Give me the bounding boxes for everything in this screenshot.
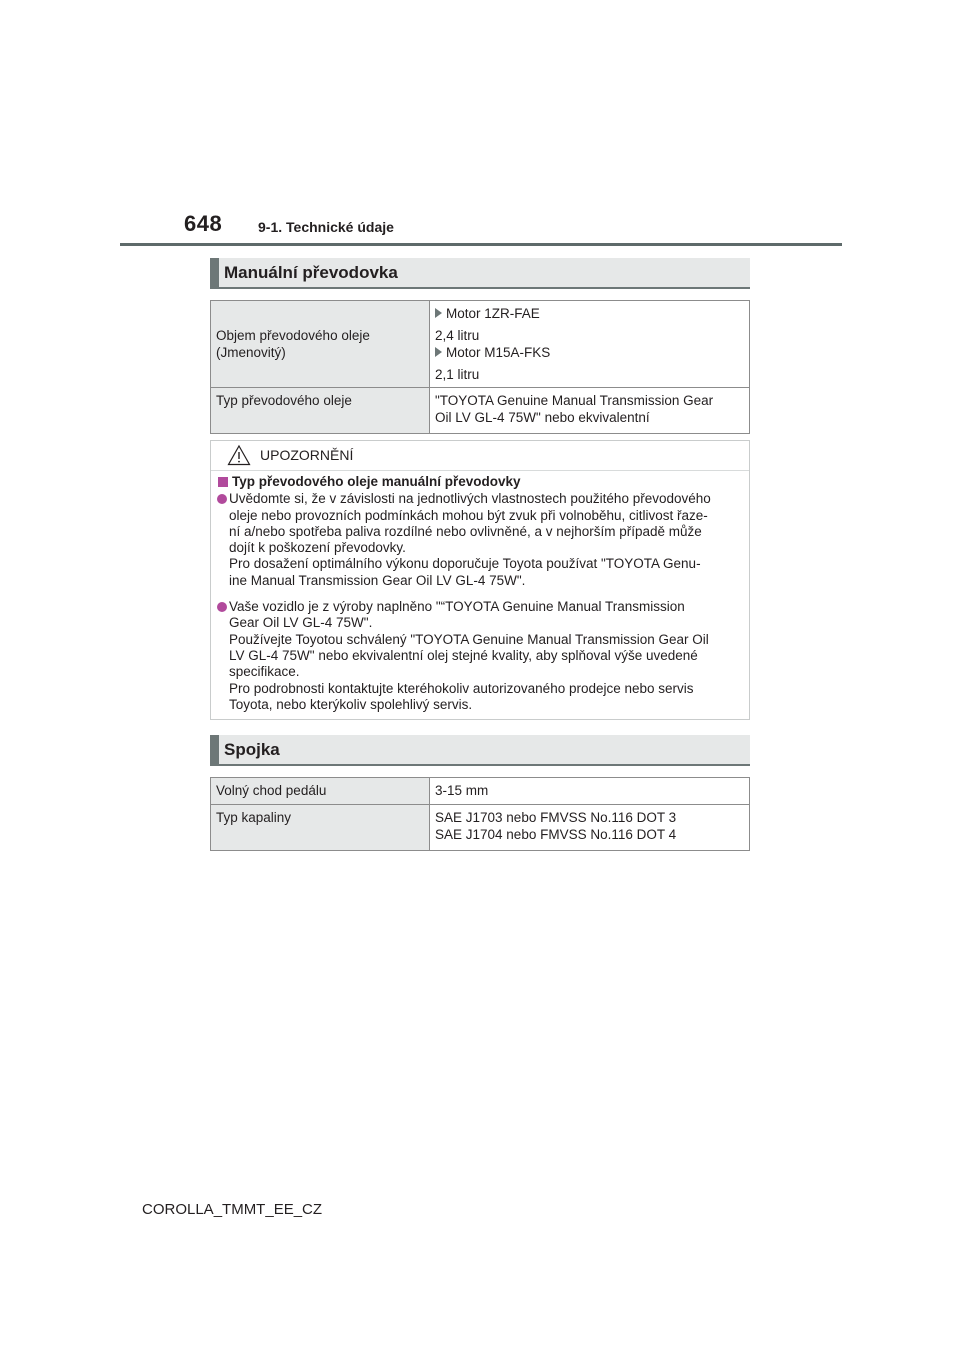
- caution-text-line: ine Manual Transmission Gear Oil LV GL-4 75W".: [229, 572, 526, 588]
- arrow-right-icon: [435, 347, 442, 357]
- caution-text-line: dojít k poškození převodovky.: [229, 540, 406, 556]
- table-cell-label: Typ kapaliny: [211, 805, 430, 851]
- caution-text-line: Gear Oil LV GL-4 75W".: [229, 615, 373, 631]
- table-cell-value: [430, 301, 750, 388]
- section-accent: [210, 735, 219, 764]
- caution-text-line: Vaše vozidlo je z výroby naplněno "“TOYOTA Genuine Manual Transmission: [229, 599, 685, 615]
- section-heading-text: Manuální převodovka: [224, 263, 398, 282]
- table-cell-label: Typ převodového oleje: [211, 388, 430, 434]
- caution-box: [210, 440, 750, 720]
- table-cell-value: 3-15 mm: [430, 778, 750, 805]
- circle-bullet-icon: [217, 494, 227, 504]
- section-accent: [210, 258, 219, 287]
- caution-text-line: Toyota, nebo kterýkoliv spolehlivý servis.: [229, 696, 473, 712]
- caution-bullet: [216, 599, 746, 713]
- label-line: Objem převodového oleje: [216, 328, 370, 343]
- caution-text-line: Uvědomte si, že v závislosti na jednotlivých vlastnostech použitého převodového: [229, 491, 711, 507]
- table-row: [211, 388, 750, 434]
- caution-text-line: Pro podrobnosti kontaktujte kteréhokoliv autorizovaného prodejce nebo servis: [229, 680, 694, 696]
- table-cell-label: Volný chod pedálu: [211, 778, 430, 805]
- table-cell-label: [211, 301, 430, 388]
- label-line: (Jmenovitý): [216, 345, 286, 360]
- table-cell-value: [430, 805, 750, 851]
- clutch-table: [210, 777, 750, 851]
- caution-text-line: Používejte Toyotou schválený "TOYOTA Genuine Manual Transmission Gear Oil: [229, 631, 709, 647]
- caution-header: [211, 441, 749, 471]
- caution-text-line: Pro dosažení optimálního výkonu doporučuje Toyota používat "TOYOTA Genu-: [229, 556, 701, 572]
- value-line: Oil LV GL-4 75W" nebo ekvivalentní: [435, 410, 650, 425]
- value-line: SAE J1703 nebo FMVSS No.116 DOT 3: [435, 810, 677, 825]
- caution-text-line: ní a/nebo spotřeba paliva rozdílné nebo ovlivněné, a v nejhorším případě může: [229, 523, 702, 539]
- circle-bullet-icon: [217, 602, 227, 612]
- header-divider: [120, 243, 842, 246]
- document-code: COROLLA_TMMT_EE_CZ: [142, 1201, 323, 1218]
- caution-body: [216, 474, 746, 713]
- arrow-right-icon: [435, 308, 442, 318]
- page-number: 648: [184, 211, 223, 236]
- value-line: "TOYOTA Genuine Manual Transmission Gear: [435, 393, 714, 408]
- capacity-line: 2,4 litru: [435, 328, 480, 343]
- caution-text-line: specifikace.: [229, 664, 300, 680]
- table-row: [211, 805, 750, 851]
- section-heading-text: Spojka: [224, 740, 280, 759]
- section-heading-manual-transmission: [210, 258, 750, 289]
- caution-text-line: oleje nebo provozních podmínkách mohou být zvuk při volnoběhu, citlivost řaze-: [229, 507, 708, 523]
- caution-text-line: LV GL-4 75W" nebo ekvivalentní olej stejné kvality, aby splňoval výše uvedené: [229, 647, 698, 663]
- engine-name: Motor M15A-FKS: [446, 345, 551, 360]
- warning-triangle-icon: [227, 444, 251, 466]
- caution-heading-text: Typ převodového oleje manuální převodovky: [232, 474, 521, 489]
- engine-line: [435, 305, 744, 322]
- engine-name: Motor 1ZR-FAE: [446, 306, 540, 321]
- manual-transmission-table: [210, 300, 750, 434]
- capacity-line: 2,1 litru: [435, 367, 480, 382]
- table-row: [211, 301, 750, 388]
- section-title: 9-1. Technické údaje: [258, 219, 394, 235]
- square-bullet-icon: [218, 477, 228, 487]
- caution-heading: [216, 474, 746, 490]
- caution-title: UPOZORNĚNÍ: [260, 447, 354, 463]
- table-cell-value: [430, 388, 750, 434]
- section-heading-clutch: [210, 735, 750, 766]
- engine-line: [435, 344, 744, 361]
- table-row: [211, 778, 750, 805]
- caution-bullet: [216, 491, 746, 589]
- value-line: SAE J1704 nebo FMVSS No.116 DOT 4: [435, 827, 677, 842]
